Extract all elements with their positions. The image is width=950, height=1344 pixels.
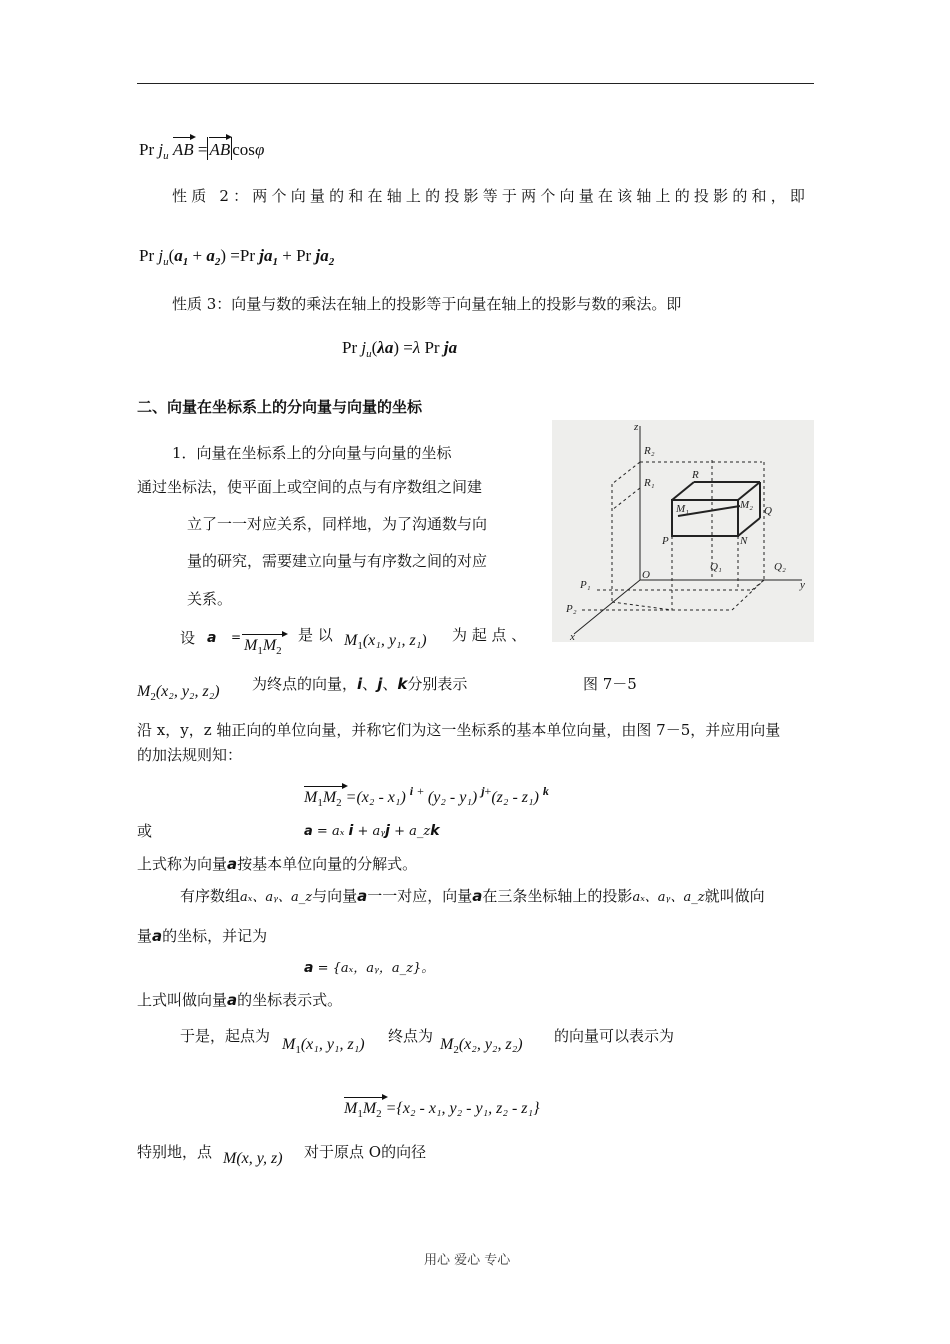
sub-1: 1 [357, 1108, 363, 1120]
left-paren: ( [371, 338, 378, 357]
pr-text: Pr [139, 140, 155, 159]
u-subscript: u [163, 150, 169, 162]
k-vector: k [430, 823, 440, 839]
m-letter: M [304, 789, 318, 806]
point-m1 [282, 1036, 365, 1056]
a-vector: a [207, 630, 217, 646]
ja-text: ja [443, 338, 458, 357]
plus-sign: + [484, 784, 492, 798]
p-label: P [662, 535, 669, 547]
paragraph-line: 立了一一对应关系，同样地，为了沟通数与向 [187, 515, 488, 533]
text-shiyi: 是 以 [298, 626, 333, 644]
plus-sign: + [394, 824, 405, 839]
sub-2: 2 [150, 691, 156, 703]
point-args: (x₂, y₂, z₂) [155, 683, 220, 700]
m-letter: M [322, 789, 337, 806]
j-vector: j [481, 784, 485, 798]
sub-2: 2 [376, 1108, 382, 1120]
m-letter: M [344, 1100, 358, 1117]
a-vector: a [304, 824, 313, 839]
j-text: j [361, 338, 367, 357]
paragraph-line [180, 886, 765, 908]
point-m2 [440, 1036, 523, 1056]
sub-2: 2 [453, 1044, 459, 1056]
plus-sign: + [282, 246, 292, 265]
m-letter: M [262, 637, 277, 654]
origin-label: O [642, 569, 650, 581]
coordinates: aₓ、aᵧ、a_z [240, 890, 313, 905]
paragraph-line: 量的研究，需要建立向量与有序数之间的对应 [187, 552, 488, 570]
a-vector: a [174, 246, 183, 265]
sub-1: 1 [295, 1044, 301, 1056]
text-qidian-wei: 于是，起点为 [180, 1027, 271, 1045]
j-vector: j [377, 675, 383, 693]
she-text: 设 [180, 629, 196, 647]
huo-label: 或 [137, 822, 153, 840]
property-2-text: 性质 2：两个向量的和在轴上的投影等于两个向量在该轴上的投影的和，即 [172, 187, 810, 205]
a-vector: a [357, 887, 368, 905]
n-label: N [740, 535, 748, 547]
point-m: M(x, y, z) [223, 1150, 283, 1167]
plus-sign: + [192, 246, 203, 265]
u-subscript: u [366, 348, 372, 360]
ay-component: aᵧ [372, 824, 386, 839]
text: 就叫做向 [704, 887, 765, 905]
r1-label: R₁ [644, 477, 655, 489]
pr-text: Pr [296, 246, 312, 265]
i-vector: i [348, 823, 354, 839]
text: 量 [137, 927, 153, 945]
a-vector: a [227, 855, 238, 873]
j-vector: j [385, 823, 390, 839]
point-args: (x₂, y₂, z₂) [458, 1036, 523, 1053]
right-paren: ) [393, 338, 399, 357]
section-heading: 二、向量在坐标系上的分向量与向量的坐标 [137, 398, 423, 416]
pr-text: Pr [139, 246, 155, 265]
right-paren: ) [220, 246, 227, 265]
m1-label: M₁ [676, 503, 689, 515]
a-vector: a [304, 960, 314, 976]
vector-ab: AB [173, 137, 194, 160]
equals-sign: = [230, 246, 240, 265]
m-letter: M [440, 1036, 454, 1053]
plus-sign: + [417, 784, 424, 798]
separator: 、 [382, 675, 398, 693]
r2-label: R₂ [644, 445, 655, 457]
q1-label: Q₁ [710, 561, 722, 573]
p1-label: P₁ [580, 579, 591, 591]
x-axis-label: x [570, 631, 575, 642]
equals-sign: = [317, 961, 329, 976]
formula-coordinate-form [304, 958, 434, 979]
p2-label: P₂ [566, 603, 577, 615]
pr-text: Pr [424, 338, 440, 357]
ax-component: aₓ [331, 824, 345, 839]
i-vector: i [357, 675, 363, 693]
m-letter: M [137, 683, 151, 700]
m2-label: M₂ [740, 499, 753, 511]
a-vector: a [206, 246, 215, 265]
figure-coordinate-box [552, 420, 814, 642]
text: 按基本单位向量的分解式。 [237, 855, 418, 873]
sub-2: 2 [336, 797, 342, 809]
text: 与向量 [312, 887, 358, 905]
plus-sign: + [357, 824, 369, 839]
sub-2: 2 [328, 256, 335, 268]
formula-m1m2-coordinates [344, 1097, 539, 1120]
rhs-y: (y₂ - y₁) [427, 789, 478, 806]
text: 分别表示 [407, 675, 468, 693]
paragraph-line [137, 854, 417, 874]
text-zhongdian-wei: 终点为 [388, 1027, 434, 1045]
endpoint-line [252, 674, 467, 694]
i-vector: i [409, 784, 414, 798]
a-vector: a [152, 927, 163, 945]
property-3-text: 性质 3：向量与数的乘法在轴上的投影等于向量在轴上的投影与数的乘法。即 [172, 295, 682, 313]
q2-label: Q₂ [774, 561, 786, 573]
z-axis-label: z [634, 421, 639, 433]
coordinates: aₓ、aᵧ、a_z [632, 890, 705, 905]
sub-1: 1 [182, 256, 189, 268]
sub-2: 2 [276, 645, 282, 657]
text: 为终点的向量， [252, 675, 358, 693]
j-text: j [158, 246, 164, 265]
ja-text: ja [259, 246, 273, 265]
m-letter: M [362, 1100, 377, 1117]
subsection-heading: 1．向量在坐标系上的分向量与向量的坐标 [172, 444, 452, 462]
u-subscript: u [163, 256, 169, 268]
j-text: j [158, 140, 164, 159]
k-vector: k [397, 675, 408, 693]
lambda-symbol: λ [412, 338, 421, 357]
coordinate-box-diagram [552, 420, 814, 642]
point-m2 [137, 683, 220, 703]
text: 一一对应，向量 [367, 887, 473, 905]
rhs-set: ={x₂ - x₁, y₂ - y₁, z₂ - z₁} [385, 1100, 540, 1117]
formula-property-2 [139, 246, 334, 268]
paragraph-line [137, 990, 342, 1010]
text-vector-expression: 的向量可以表示为 [554, 1027, 675, 1045]
cos-text: cos [232, 140, 255, 159]
az-component: a_z [409, 824, 431, 839]
a-vector: a [227, 991, 238, 1009]
figure-caption: 图 7－5 [583, 675, 637, 693]
formula-component-form [304, 821, 440, 842]
sub-1: 1 [357, 640, 363, 652]
r-label: R [692, 469, 699, 481]
sub-1: 1 [272, 256, 278, 268]
formula-property-3 [342, 338, 457, 360]
left-paren: ( [168, 246, 175, 265]
text: 有序数组 [180, 887, 241, 905]
rhs-z: (z₂ - z₁) [491, 789, 539, 806]
pr-text: Pr [342, 338, 358, 357]
text-tebiedi: 特别地，点 [137, 1143, 213, 1161]
equals-sign: = [403, 338, 413, 357]
formula-decomposition [304, 784, 549, 809]
header-rule [137, 83, 814, 84]
m-letter: M [282, 1036, 296, 1053]
lambda-a: λa [377, 338, 394, 357]
text: 的坐标，并记为 [162, 927, 268, 945]
vector-m1m2 [242, 634, 286, 657]
q-label: Q [764, 505, 772, 517]
text-radius-vector: 对于原点 O的向径 [304, 1143, 427, 1161]
sub-1: 1 [257, 645, 263, 657]
text: 上式叫做向量 [137, 991, 228, 1009]
paragraph-line: 的加法规则知： [137, 746, 243, 764]
m-letter: M [244, 637, 258, 654]
formula-projection-definition [139, 137, 264, 162]
sub-1: 1 [317, 797, 323, 809]
text: 的坐标表示式。 [237, 991, 343, 1009]
separator: 、 [362, 675, 378, 693]
ja-text: ja [315, 246, 329, 265]
k-vector: k [542, 784, 549, 798]
abs-vector-ab: AB [209, 137, 230, 160]
sub-2: 2 [214, 256, 221, 268]
paragraph-line: 沿 x，y，z 轴正向的单位向量，并称它们为这一坐标系的基本单位向量，由图 7－5，并应用向量 [137, 721, 781, 739]
page-footer: 用心 爱心 专心 [424, 1253, 511, 1268]
equals-sign: = [231, 630, 242, 644]
equals-sign: = [197, 140, 208, 159]
point-m1 [344, 632, 427, 652]
m-letter: M [344, 632, 358, 649]
paragraph-line: 通过坐标法，使平面上或空间的点与有序数组之间建 [137, 478, 483, 496]
text: 在三条坐标轴上的投影 [482, 887, 633, 905]
coordinate-set: {aₓ，aᵧ，a_z}。 [332, 961, 435, 976]
a-vector: a [472, 887, 483, 905]
rhs-x: =(x₂ - x₁) [345, 789, 406, 806]
text: 上式称为向量 [137, 855, 228, 873]
pr-text: Pr [239, 246, 256, 265]
point-args: (x₁, y₁, z₁) [300, 1036, 365, 1053]
text-qidian: 为 起 点 、 [452, 626, 527, 644]
point-args: (x₁, y₁, z₁) [362, 632, 427, 649]
paragraph-line: 关系。 [187, 590, 233, 608]
paragraph-line [137, 926, 267, 946]
y-axis-label: y [800, 579, 805, 591]
phi-symbol: φ [254, 140, 265, 159]
equals-sign: = [316, 824, 328, 839]
